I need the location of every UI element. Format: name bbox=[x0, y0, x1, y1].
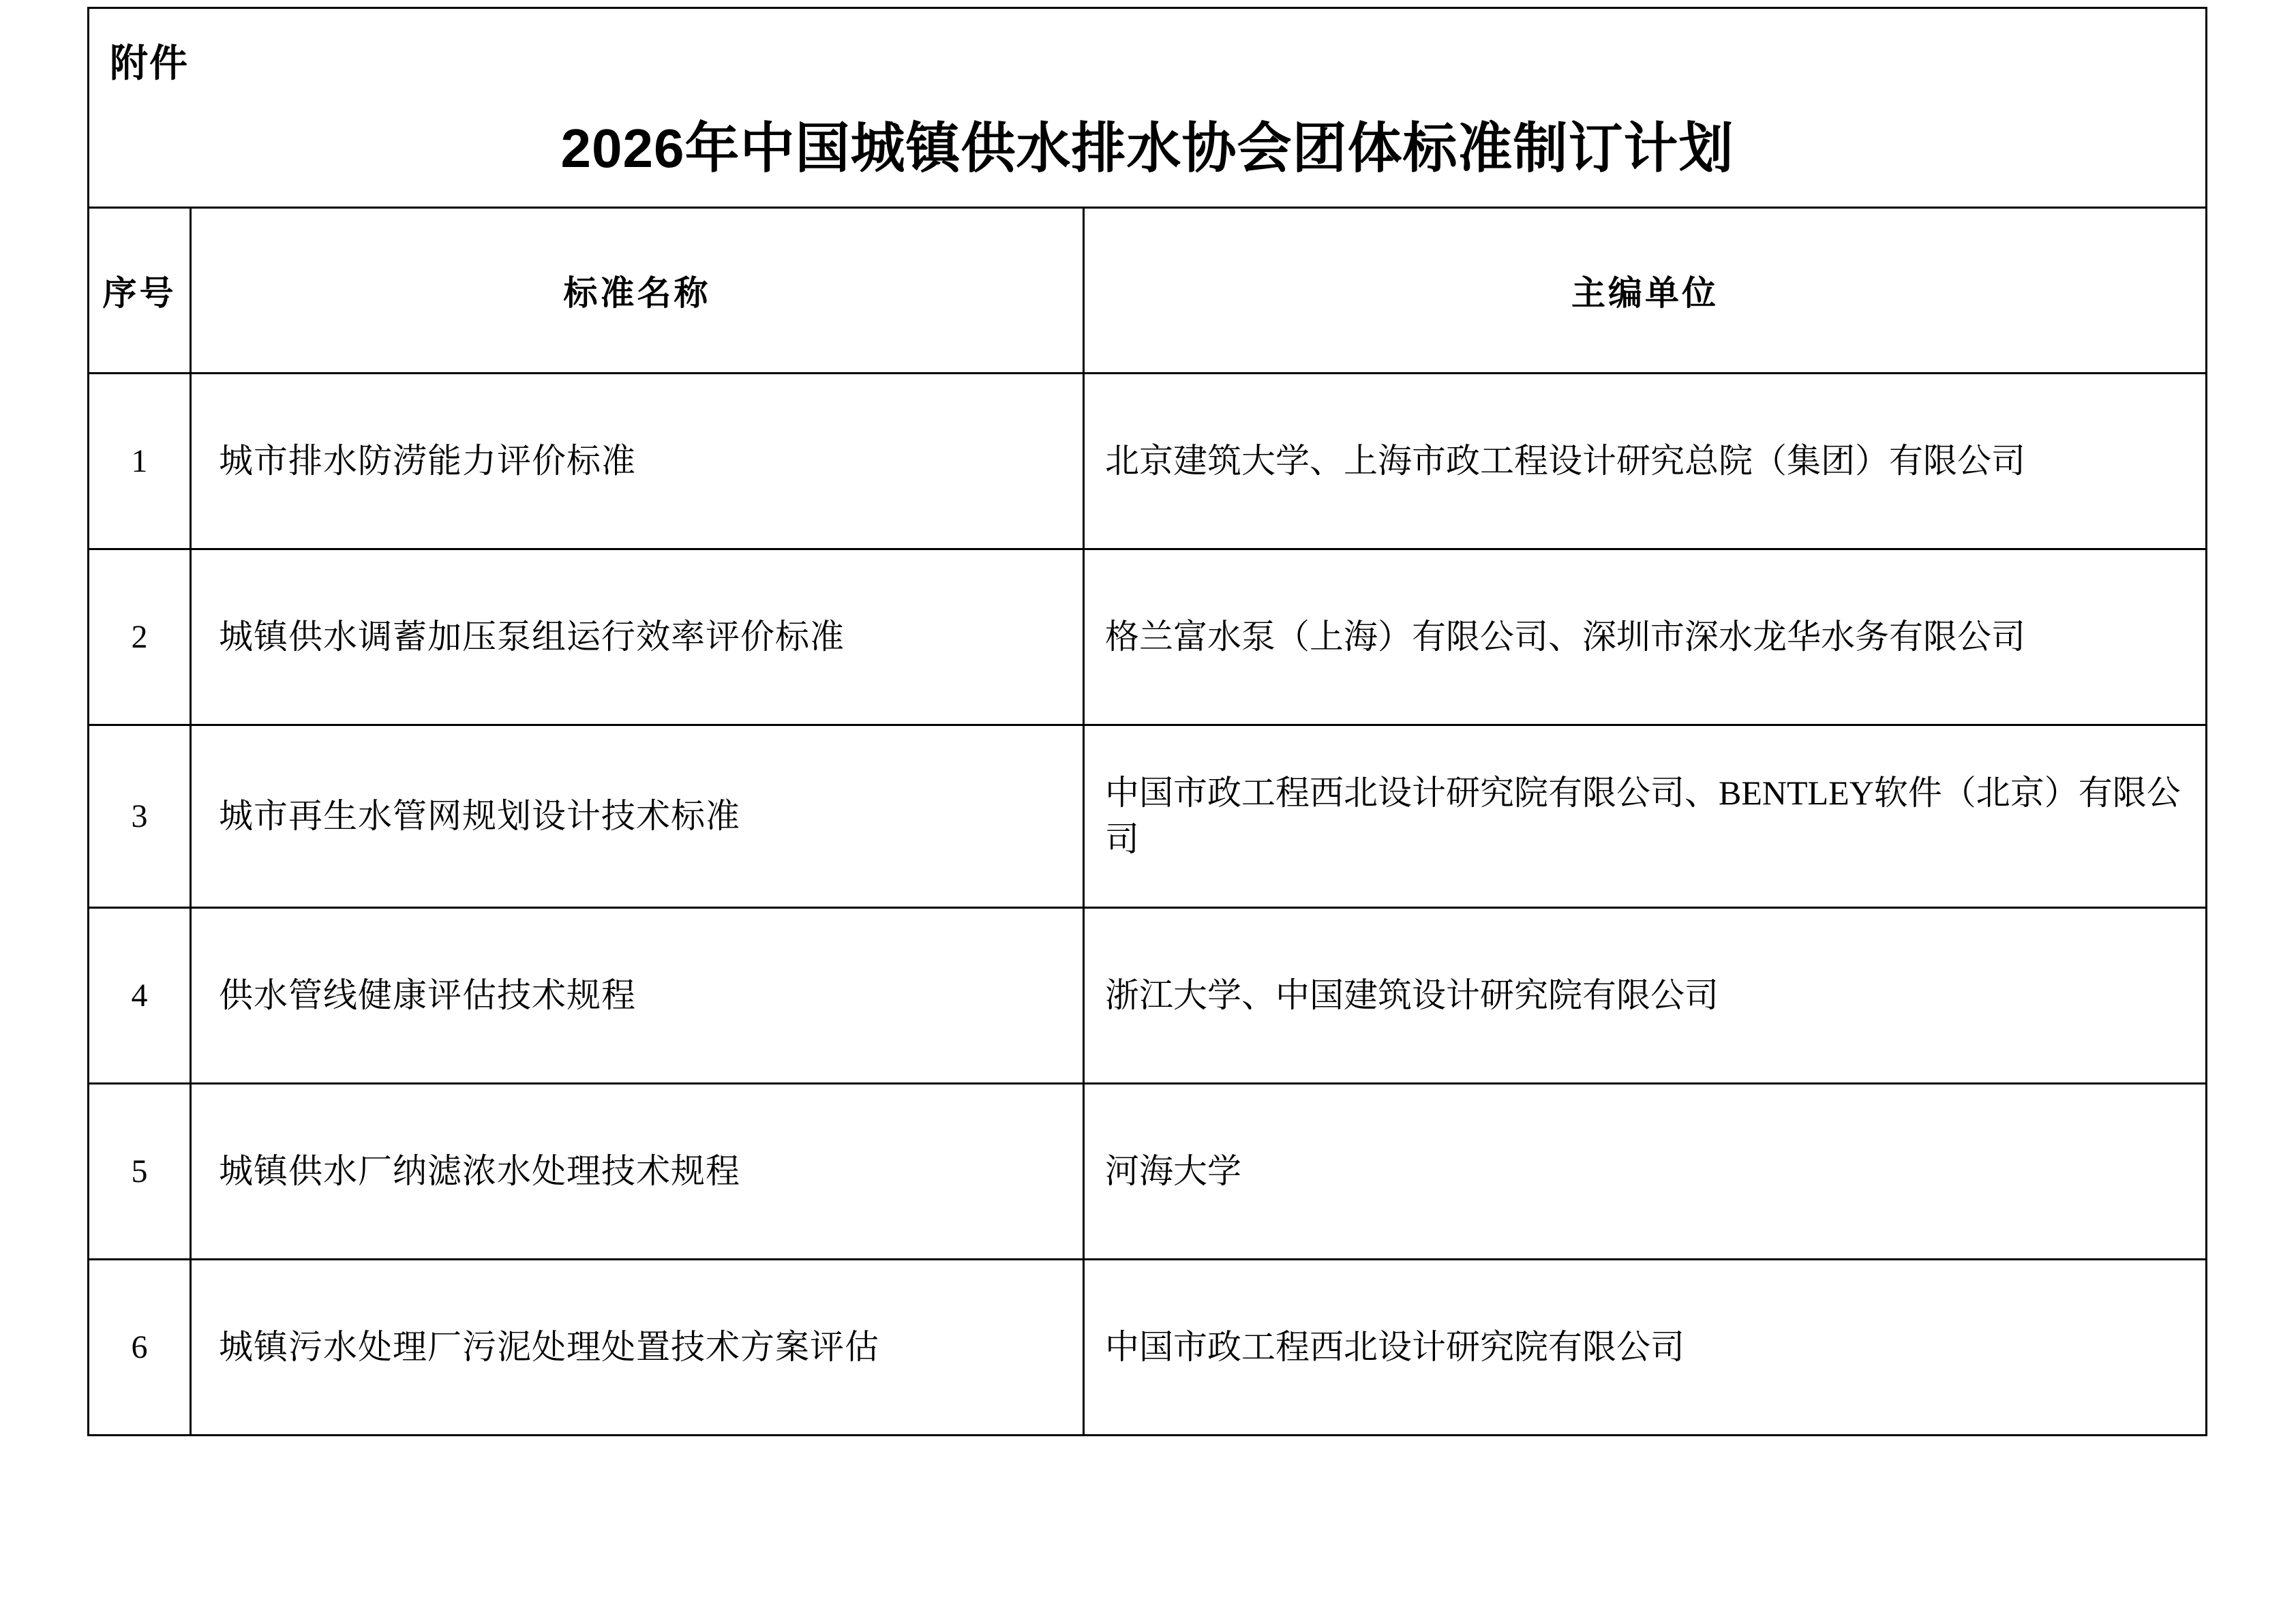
cell-lead-organization: 浙江大学、中国建筑设计研究院有限公司 bbox=[1084, 908, 2207, 1084]
cell-index: 4 bbox=[89, 908, 191, 1084]
cell-standard-name: 城镇污水处理厂污泥处理处置技术方案评估 bbox=[191, 1260, 1084, 1436]
table-row bbox=[89, 549, 2207, 725]
document-body bbox=[87, 7, 2207, 1436]
cell-lead-organization: 中国市政工程西北设计研究院有限公司 bbox=[1084, 1260, 2207, 1436]
cell-standard-name: 城市排水防涝能力评价标准 bbox=[191, 374, 1084, 549]
cell-standard-name: 城镇供水厂纳滤浓水处理技术规程 bbox=[191, 1084, 1084, 1260]
cell-index: 3 bbox=[89, 725, 191, 908]
cell-standard-name: 城市再生水管网规划设计技术标准 bbox=[191, 725, 1084, 908]
cell-standard-name: 供水管线健康评估技术规程 bbox=[191, 908, 1084, 1084]
cell-index: 1 bbox=[89, 374, 191, 549]
cell-lead-organization: 中国市政工程西北设计研究院有限公司、BENTLEY软件（北京）有限公司 bbox=[1084, 725, 2207, 908]
cell-lead-organization: 河海大学 bbox=[1084, 1084, 2207, 1260]
table-row bbox=[89, 725, 2207, 908]
cell-standard-name: 城镇供水调蓄加压泵组运行效率评价标准 bbox=[191, 549, 1084, 725]
column-header-index: 序号 bbox=[89, 208, 191, 374]
title-row bbox=[89, 8, 2207, 208]
table-row bbox=[89, 908, 2207, 1084]
column-header-standard-name: 标准名称 bbox=[191, 208, 1084, 374]
cell-index: 5 bbox=[89, 1084, 191, 1260]
title-cell bbox=[89, 8, 2207, 208]
cell-lead-organization: 北京建筑大学、上海市政工程设计研究总院（集团）有限公司 bbox=[1084, 374, 2207, 549]
cell-index: 6 bbox=[89, 1260, 191, 1436]
table-row bbox=[89, 1260, 2207, 1436]
page-title: 2026年中国城镇供水排水协会团体标准制订计划 bbox=[560, 118, 1734, 179]
column-header-lead-organization: 主编单位 bbox=[1084, 208, 2207, 374]
cell-lead-organization: 格兰富水泵（上海）有限公司、深圳市深水龙华水务有限公司 bbox=[1084, 549, 2207, 725]
table-header-row bbox=[89, 208, 2207, 374]
table-row bbox=[89, 374, 2207, 549]
standards-plan-table bbox=[87, 7, 2207, 1436]
cell-index: 2 bbox=[89, 549, 191, 725]
attachment-label: 附件 bbox=[110, 42, 189, 85]
table-row bbox=[89, 1084, 2207, 1260]
